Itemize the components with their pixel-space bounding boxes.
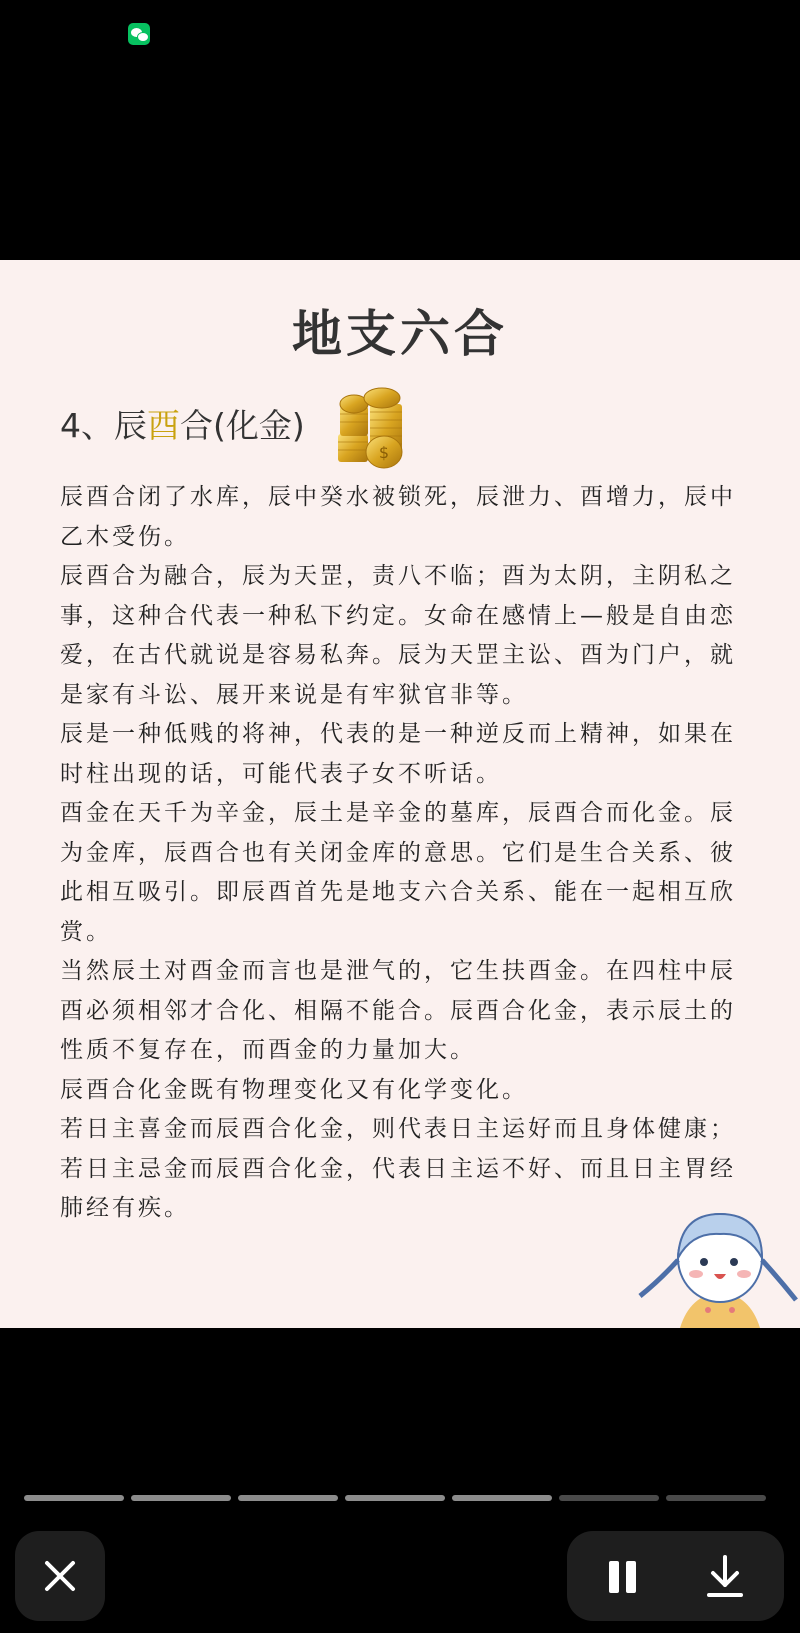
article-body (60, 478, 750, 1229)
content-card (0, 260, 800, 1328)
progress-segment (666, 1495, 766, 1501)
progress-segment (131, 1495, 231, 1501)
paragraph: 辰是一种低贱的将神，代表的是一种逆反而上精神，如果在时柱出现的话，可能代表子女不听话。 (60, 721, 736, 787)
section-subtitle (60, 400, 305, 447)
gold-coins-image (332, 384, 412, 470)
download-icon (697, 1549, 753, 1603)
progress-segment (345, 1495, 445, 1501)
pause-icon (597, 1551, 647, 1601)
page-title: 地支六合 (292, 305, 508, 363)
subtitle-suffix: 合(化金) (180, 406, 305, 445)
download-button[interactable] (697, 1549, 753, 1603)
close-button[interactable] (15, 1531, 105, 1621)
subtitle-prefix: 4、辰 (60, 406, 147, 445)
playback-controls (567, 1531, 784, 1621)
wechat-icon (128, 23, 150, 45)
subtitle-highlight: 酉 (147, 406, 180, 445)
paragraph: 辰酉合化金既有物理变化又有化学变化。 (60, 1076, 528, 1103)
paragraph: 辰酉合为融合，辰为天罡，责八不临；酉为太阴，主阴私之事，这种合代表一种私下约定。女命在感情上—般是自由恋爱，在古代就说是容易私奔。辰为天罡主讼、酉为门户，就是家有斗讼、展开来说是有牢狱官非等。 (60, 563, 736, 708)
progress-segment (559, 1495, 659, 1501)
paragraph: 辰酉合闭了水库，辰中癸水被锁死，辰泄力、酉增力，辰中乙木受伤。 (60, 484, 736, 550)
svg-text:$: $ (378, 443, 390, 462)
paragraph: 酉金在天千为辛金，辰土是辛金的墓库，辰酉合而化金。辰为金库，辰酉合也有关闭金库的意思。它们是生合关系、彼此相互吸引。即辰酉首先是地支六合关系、能在一起相互欣赏。 (60, 800, 736, 945)
pause-button[interactable] (597, 1551, 647, 1601)
close-icon (15, 1531, 105, 1621)
progress-segment (238, 1495, 338, 1501)
paragraph: 若日主喜金而辰酉合化金，则代表日主运好而且身体健康；若日主忌金而辰酉合化金，代表日主运不好、而且日主胃经肺经有疾。 (60, 1116, 736, 1221)
progress-segment (24, 1495, 124, 1501)
paragraph: 当然辰土对酉金而言也是泄气的，它生扶酉金。在四柱中辰酉必须相邻才合化、相隔不能合。辰酉合化金，表示辰土的性质不复存在，而酉金的力量加大。 (60, 958, 736, 1063)
progress-segment (452, 1495, 552, 1501)
story-progress-bar (24, 1495, 774, 1501)
cartoon-girl-illustration (630, 1200, 800, 1328)
